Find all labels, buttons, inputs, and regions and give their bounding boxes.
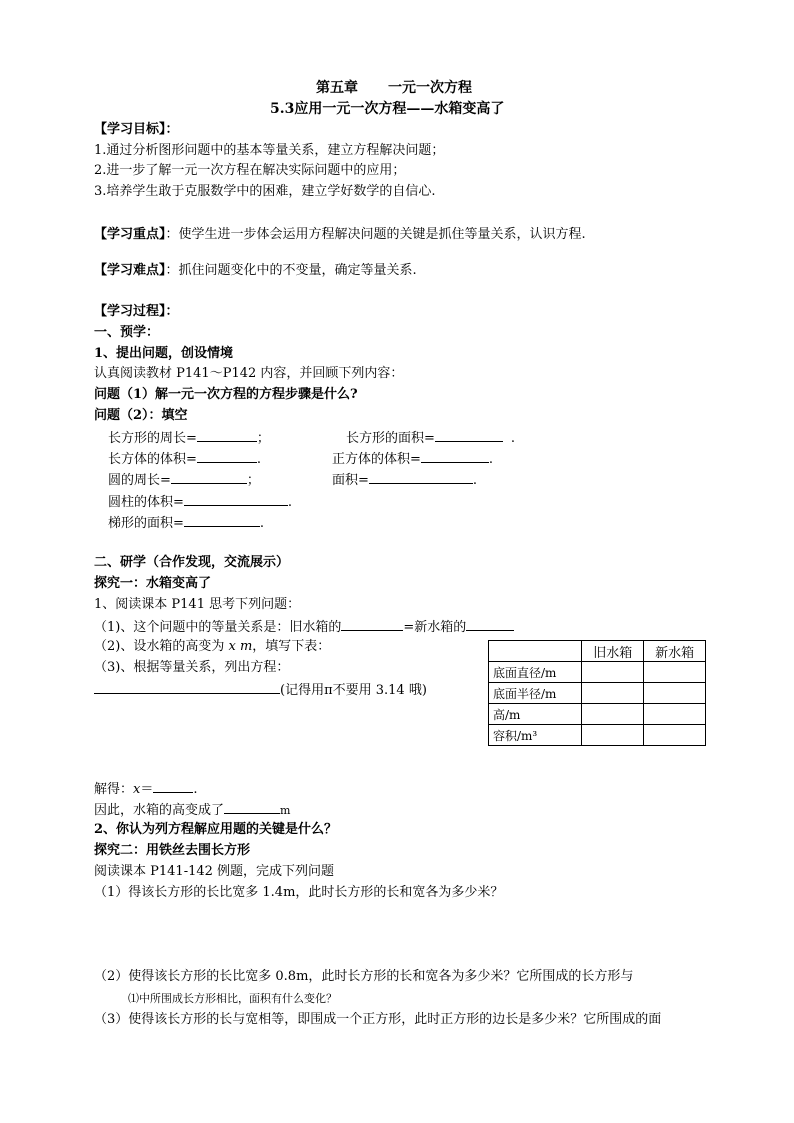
table-cell[interactable]: [644, 683, 706, 704]
fill-punct: .: [488, 452, 494, 467]
key-point-text: ：使学生进一步体会运用方程解决问题的关键是抓住等量关系，认识方程.: [165, 227, 586, 242]
variable-x: x: [133, 782, 141, 797]
question-1: 问题（1）解一元一次方程的方程步骤是什么?: [94, 387, 358, 402]
difficulty: [94, 263, 417, 279]
therefore-line: [94, 801, 290, 819]
sub-question-3: （3)、根据等量关系，列出方程：: [94, 660, 290, 675]
fill-label: 长方体的体积=: [108, 452, 197, 467]
table-cell[interactable]: [644, 704, 706, 725]
solve-line: [94, 780, 198, 798]
answer-blank[interactable]: [369, 471, 473, 484]
row-label: 容积/m³: [489, 725, 582, 746]
table-row: [489, 725, 706, 746]
problem-2-continued: ⑴中所围成长方形相比，面积有什么变化？: [128, 992, 337, 1005]
part2-heading: 二、研学（合作发现，交流展示）: [94, 555, 290, 570]
equals-sign: ＝: [140, 782, 154, 797]
item1: 1、阅读课本 P141 思考下列问题：: [94, 597, 301, 612]
fill-label: 长方形的面积=: [346, 431, 435, 446]
tank-table: [488, 640, 706, 746]
fill-punct: ；: [246, 473, 260, 488]
chapter-title: [316, 80, 472, 96]
equation-line: [94, 681, 427, 699]
fill-cylinder-volume: [108, 493, 292, 511]
answer-blank[interactable]: [197, 450, 257, 463]
key-point-heading: 【学习重点】: [94, 227, 166, 242]
answer-blank[interactable]: [224, 801, 280, 814]
process-heading: 【学习过程】：: [94, 304, 179, 319]
row-label: 底面半径/m: [489, 683, 582, 704]
fill-circle-area: [332, 471, 477, 489]
chapter-name: 一元一次方程: [388, 80, 472, 96]
goals-heading: 【学习目标】：: [94, 122, 179, 137]
answer-blank[interactable]: [184, 514, 260, 527]
therefore-text: 因此，水箱的高变成了: [94, 803, 225, 818]
fill-label: 梯形的面积=: [108, 516, 184, 531]
goal-item-2: 2.进一步了解一元一次方程在解决实际问题中的应用；: [94, 163, 406, 178]
q1-title: 1、提出问题，创设情境: [94, 346, 234, 361]
read-instruction: 认真阅读教材 P141～P142 内容，并回顾下列内容：: [94, 366, 404, 381]
pi-note: (记得用π不要用 3.14 哦): [280, 683, 427, 698]
table-cell[interactable]: [582, 704, 644, 725]
fill-label: 圆柱的体积=: [108, 495, 184, 510]
fill-punct: .: [510, 431, 516, 446]
row-label: 高/m: [489, 704, 582, 725]
sub2-text-b: ，填写下表：: [252, 639, 331, 654]
table-cell[interactable]: [582, 683, 644, 704]
fill-label: 正方体的体积=: [332, 452, 421, 467]
read2-instruction: 阅读课本 P141-142 例题，完成下列问题: [94, 864, 335, 879]
table-row: [489, 704, 706, 725]
fill-rect-perimeter: [108, 429, 270, 447]
answer-blank[interactable]: [435, 429, 503, 442]
fill-punct: .: [472, 473, 478, 488]
answer-blank[interactable]: [153, 780, 193, 793]
part1-heading: 一、预学：: [94, 325, 160, 340]
table-corner: [489, 641, 582, 662]
sub1-text-b: =新水箱的: [403, 620, 467, 635]
sub-question-1: [94, 618, 514, 636]
equation-blank[interactable]: [94, 681, 280, 694]
question-2: 问题（2）：填空: [94, 408, 188, 423]
unit-m: m: [280, 804, 291, 817]
fill-punct: .: [259, 516, 265, 531]
table-cell[interactable]: [644, 725, 706, 746]
solve-dot: .: [193, 782, 198, 797]
answer-blank[interactable]: [171, 471, 247, 484]
explore2-heading: 探究二：用铁丝去围长方形: [94, 843, 251, 858]
explore1-heading: 探究一：水箱变高了: [94, 576, 212, 591]
answer-blank[interactable]: [421, 450, 489, 463]
section-title: 5.3应用一元一次方程——水箱变高了: [270, 101, 505, 117]
header-new-tank: 新水箱: [644, 641, 706, 662]
answer-blank[interactable]: [466, 618, 514, 631]
problem-1: （1）得该长方形的长比宽多 1.4m，此时长方形的长和宽各为多少米？: [94, 885, 504, 900]
sub1-text-a: （1)、这个问题中的等量关系是：旧水箱的: [94, 620, 342, 635]
key-point: [94, 227, 586, 243]
chapter-number: 第五章: [316, 80, 358, 96]
item2: 2、你认为列方程解应用题的关键是什么？: [94, 822, 338, 837]
fill-label: 面积=: [332, 473, 369, 488]
row-label: 底面直径/m: [489, 662, 582, 683]
fill-punct: .: [287, 495, 293, 510]
problem-2: （2）使得该长方形的长比宽多 0.8m，此时长方形的长和宽各为多少米？它所围成的长方形与: [94, 969, 634, 984]
table-cell[interactable]: [644, 662, 706, 683]
problem-3: （3）使得该长方形的长与宽相等，即围成一个正方形，此时正方形的边长是多少米？它所围成的面: [94, 1012, 662, 1027]
sub2-text-a: （2)、设水箱的高变为: [94, 639, 225, 654]
variable-x: x m: [228, 639, 253, 654]
fill-cuboid-volume: [108, 450, 261, 468]
table-cell[interactable]: [582, 662, 644, 683]
header-old-tank: 旧水箱: [582, 641, 644, 662]
difficulty-text: ：抓住问题变化中的不变量，确定等量关系.: [165, 263, 417, 278]
goal-item-3: 3.培养学生敢于克服数学中的困难，建立学好数学的自信心.: [94, 184, 436, 199]
table-row: [489, 683, 706, 704]
table-row: [489, 662, 706, 683]
goal-item-1: 1.通过分析图形问题中的基本等量关系，建立方程解决问题；: [94, 143, 445, 158]
sub-question-2: [94, 639, 330, 655]
fill-rect-area: [346, 429, 515, 447]
answer-blank[interactable]: [197, 429, 257, 442]
fill-punct: ；: [256, 431, 270, 446]
solve-label: 解得：: [94, 782, 134, 797]
fill-punct: .: [256, 452, 262, 467]
table-header-row: [489, 641, 706, 662]
answer-blank[interactable]: [184, 493, 288, 506]
table-cell[interactable]: [582, 725, 644, 746]
fill-label: 圆的周长=: [108, 473, 171, 488]
fill-label: 长方形的周长=: [108, 431, 197, 446]
fill-trapezoid-area: [108, 514, 264, 532]
fill-cube-volume: [332, 450, 493, 468]
fill-circle-perimeter: [108, 471, 260, 489]
difficulty-heading: 【学习难点】: [94, 263, 166, 278]
answer-blank[interactable]: [341, 618, 403, 631]
